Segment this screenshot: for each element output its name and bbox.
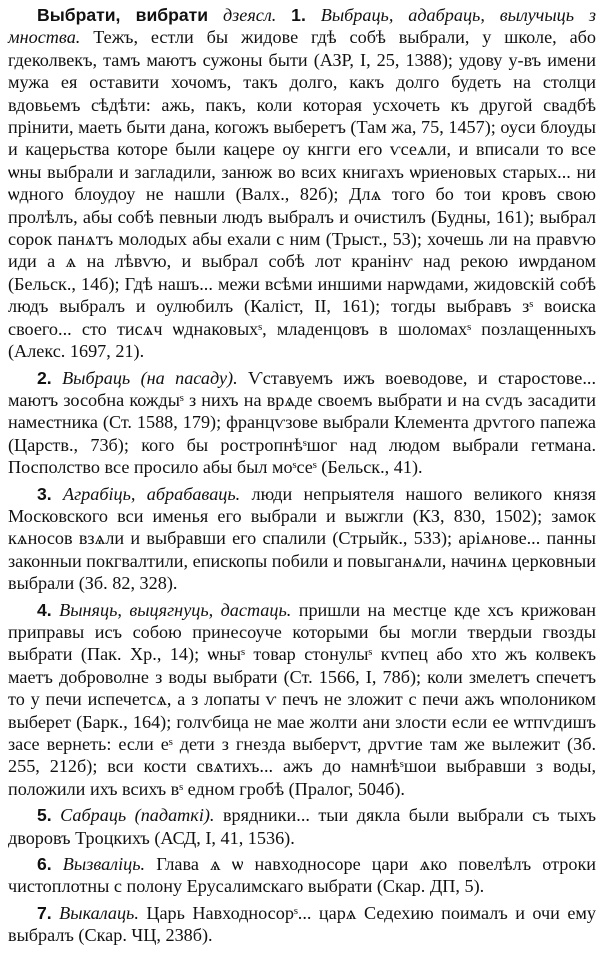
entry-headword: Выбрати, вибрати xyxy=(37,5,209,25)
sense-1 xyxy=(8,4,596,363)
sense-citations: пришли на местце кде хсъ крижован приправы исъ собою принесоуче которыми бы могли твердыи гвозды выбрати (Пак. Хр., 14); ѡныˢ товар стонулыˢ кѵпец або хто жъ колвекъ маетъ доброволне з воды выбрати (Ст. 1566, I, 78б); коли змелетъ спечетъ то у печи испечетсѧ, а з лопаты ѵ печъ не зложит с печи ажъ ѡполоником выберет (Барк., 164); голѵбица не мае жолти ани злости если ее ѡтпѵдишъ засе вернеть: если еˢ дети з гнезда выберѵт, дрѵгие там же вылежит (Зб. 255, 212б); вси кости свѧтихъ... ажъ до намнѣˢшои выбравши з воды, положили ихъ всихъ вˢ едном гробѣ (Пралог, 504б). xyxy=(8,599,597,799)
sense-number: 1. xyxy=(291,5,306,25)
sense-4 xyxy=(8,599,596,801)
sense-citations: Царь Навходносорˢ... царѧ Седехию поималъ и очи ему выбралъ (Скар. ЧЦ, 238б). xyxy=(8,902,597,946)
sense-citations: люди непрыятеля нашого великого князя Московского вси именья его выбрали и выжгли (КЗ, 830, 1502); замок кѧносов взѧли и выбравши его спалили (Стрыйк., 533); арiѧнове... панны законныи покгвалтили, епископы побили и повыганѧли, начинѧ церковныи выбрали (Зб. 82, 328). xyxy=(8,483,596,594)
sense-6 xyxy=(8,853,596,898)
sense-gloss: Выбраць, адабраць, вылучыць з мноства. xyxy=(8,5,596,48)
sense-2 xyxy=(8,367,596,479)
sense-5 xyxy=(8,804,596,849)
sense-citations: врядники... тыи дякла были выбрали съ тыхъ дворовъ Троцкихъ (АСД, I, 41, 1536). xyxy=(8,805,597,848)
sense-number: 3. xyxy=(37,483,52,504)
sense-gloss: Выкалаць. xyxy=(59,902,139,923)
sense-number: 5. xyxy=(37,805,52,826)
sense-number: 7. xyxy=(37,902,52,923)
sense-gloss: Аграбіць, абрабаваць. xyxy=(62,483,241,504)
sense-number: 4. xyxy=(37,599,52,620)
grammar-label: дзеясл. xyxy=(222,5,277,25)
sense-citations: Тежъ, естли бы жидове гдѣ собѣ выбрали, у школе, або гдеколвекъ, тамъ маютъ сужоны быти (АЗР, I, 25, 1388); удову у-въ имени мужа ея оставити хочомъ, такъ долго, какъ долго будеть на столци вдовьемъ сѣдѣти: ажь, пакъ, коли которая усхочеть къ другой свадбѣ прiнити, маеть быти дана, когожъ выберетъ (Там жа, 75, 1457); оуси блоуды и кацерьства которе были кацере оу кнгги его ѵсеѧли, и вписали то все ѡны выбрали и загладили, занюж во всих книгахъ ѡриеновых старых... ни ѡдного блоудоу не нашли (Валх., 82б); Длѧ того бо тои кровъ свою пролѣлъ, абы собѣ певныи людъ выбралъ и очистилъ (Будны, 161); выбрал сорок панѧтъ молодых абы ехали с ним (Трыст., 53); хочешь ли на правѵю иди а ѧ на лѣвѵю, и выбрал собѣ лот кранiнѵ над рекою иѡрданом (Бельск., 14б); Гдѣ нашъ... межи всѣми иншими нарѡдами, жидовскiй собѣ людъ выбралъ и оулюбилъ (Каліст, II, 161); тогды выбравъ зˢ воиска своего... сто тисѧч ѡднаковыхˢ, младенцовъ в шоломахˢ позлащенныхъ (Алекс. 1697, 21). xyxy=(8,27,597,362)
sense-gloss: Сабраць (падаткі). xyxy=(60,805,215,826)
sense-7 xyxy=(8,902,596,947)
sense-gloss: Выняць, выцягнуць, дастаць. xyxy=(59,599,292,620)
sense-gloss: Вызваліць. xyxy=(62,854,146,875)
sense-gloss: Выбраць (на пасаду). xyxy=(62,367,238,388)
sense-3 xyxy=(8,483,596,595)
dictionary-page xyxy=(8,4,596,947)
sense-number: 6. xyxy=(37,854,52,875)
sense-citations: Глава ѧ ѡ навходносоре цари ѧко повелѣлъ отроки чистоплотны с полону Ерусалимскаго выбрати (Скар. ДП, 5). xyxy=(8,854,597,897)
sense-citations: Ѵставуемъ ижъ воеводове, и старостове... маютъ зособна кождыˢ з нихъ на врѧде своемъ выбрати и на сѵдъ засадити наместника (Ст. 1588, 179); францѵзове выбрали Клемента дрѵгого папежа (Царств., 73б); кого бы ростропнѣˢшог над людом выбрали гетмана. Посполство все просило абы был моˢсеˢ (Бельск., 41). xyxy=(8,367,596,478)
sense-number: 2. xyxy=(37,367,52,388)
